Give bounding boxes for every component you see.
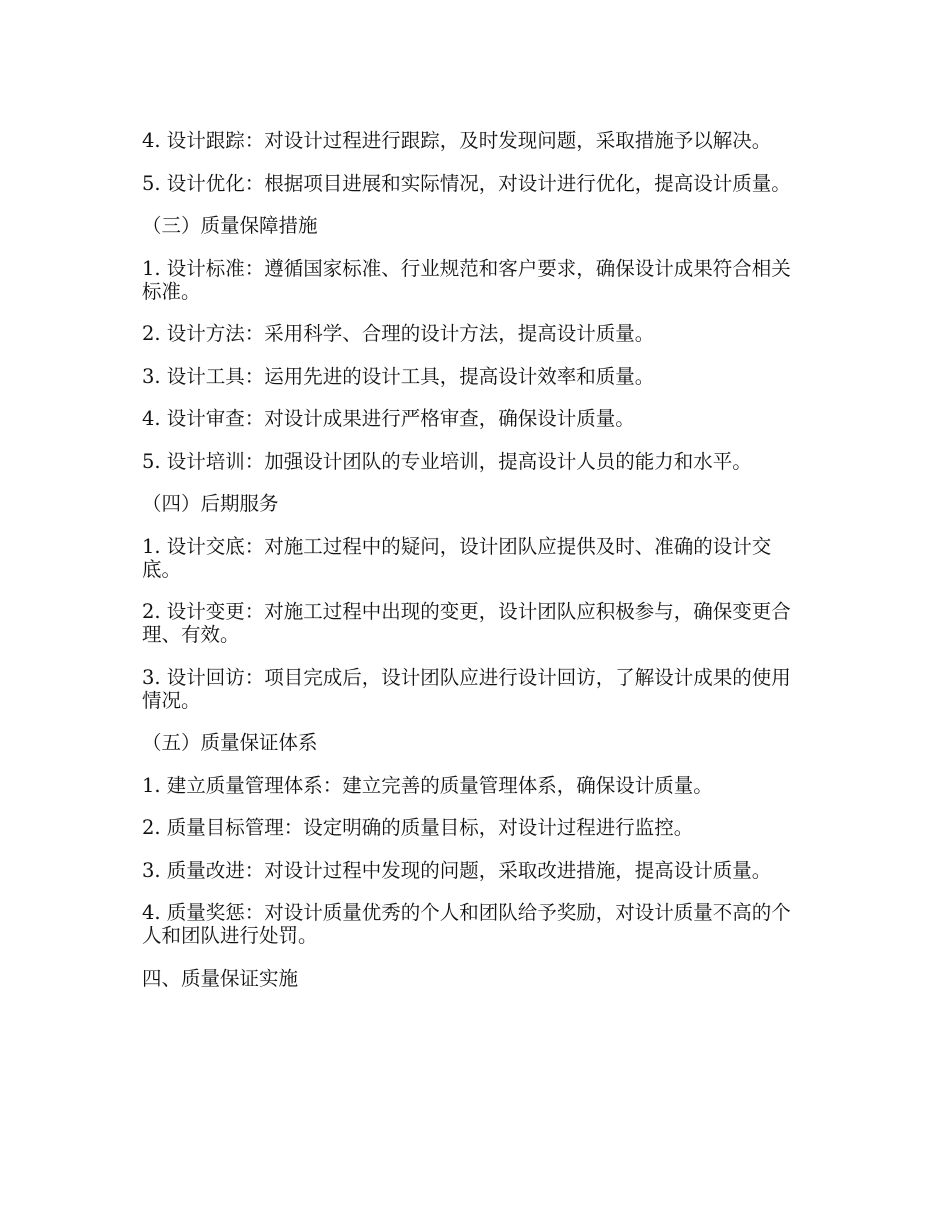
paragraph-design-tracking: 4. 设计跟踪：对设计过程进行跟踪，及时发现问题，采取措施予以解决。 <box>142 129 772 152</box>
section-heading-after-service: （四）后期服务 <box>142 492 279 515</box>
paragraph-design-review: 4. 设计审查：对设计成果进行严格审查，确保设计质量。 <box>142 407 635 430</box>
paragraph-design-change: 2. 设计变更：对施工过程中出现的变更，设计团队应积极参与，确保变更合理、有效。 <box>142 600 791 646</box>
section-heading-quality-system: （五）质量保证体系 <box>142 731 318 754</box>
section-heading-quality-assurance-measures: （三）质量保障措施 <box>142 214 318 237</box>
paragraph-design-optimization: 5. 设计优化：根据项目进展和实际情况，对设计进行优化，提高设计质量。 <box>142 171 791 195</box>
paragraph-design-standards: 1. 设计标准：遵循国家标准、行业规范和客户要求，确保设计成果符合相关标准。 <box>142 256 791 303</box>
paragraph-design-tools: 3. 设计工具：运用先进的设计工具，提高设计效率和质量。 <box>142 364 655 388</box>
document-page <box>142 129 808 1009</box>
paragraph-design-training: 5. 设计培训：加强设计团队的专业培训，提高设计人员的能力和水平。 <box>142 449 752 473</box>
paragraph-quality-rewards-penalties: 4. 质量奖惩：对设计质量优秀的个人和团队给予奖励，对设计质量不高的个人和团队进行处罚。 <box>142 901 791 947</box>
paragraph-quality-goal-management: 2. 质量目标管理：设定明确的质量目标，对设计过程进行监控。 <box>142 816 694 839</box>
paragraph-design-methods: 2. 设计方法：采用科学、合理的设计方法，提高设计质量。 <box>142 322 655 345</box>
chapter-heading-quality-implementation: 四、质量保证实施 <box>142 966 299 990</box>
paragraph-quality-management-system: 1. 建立质量管理体系：建立完善的质量管理体系，确保设计质量。 <box>142 773 713 797</box>
paragraph-design-briefing: 1. 设计交底：对施工过程中的疑问，设计团队应提供及时、准确的设计交底。 <box>142 534 772 581</box>
paragraph-design-revisit: 3. 设计回访：项目完成后，设计团队应进行设计回访，了解设计成果的使用情况。 <box>142 665 791 712</box>
paragraph-quality-improvement: 3. 质量改进：对设计过程中发现的问题，采取改进措施，提高设计质量。 <box>142 858 772 882</box>
